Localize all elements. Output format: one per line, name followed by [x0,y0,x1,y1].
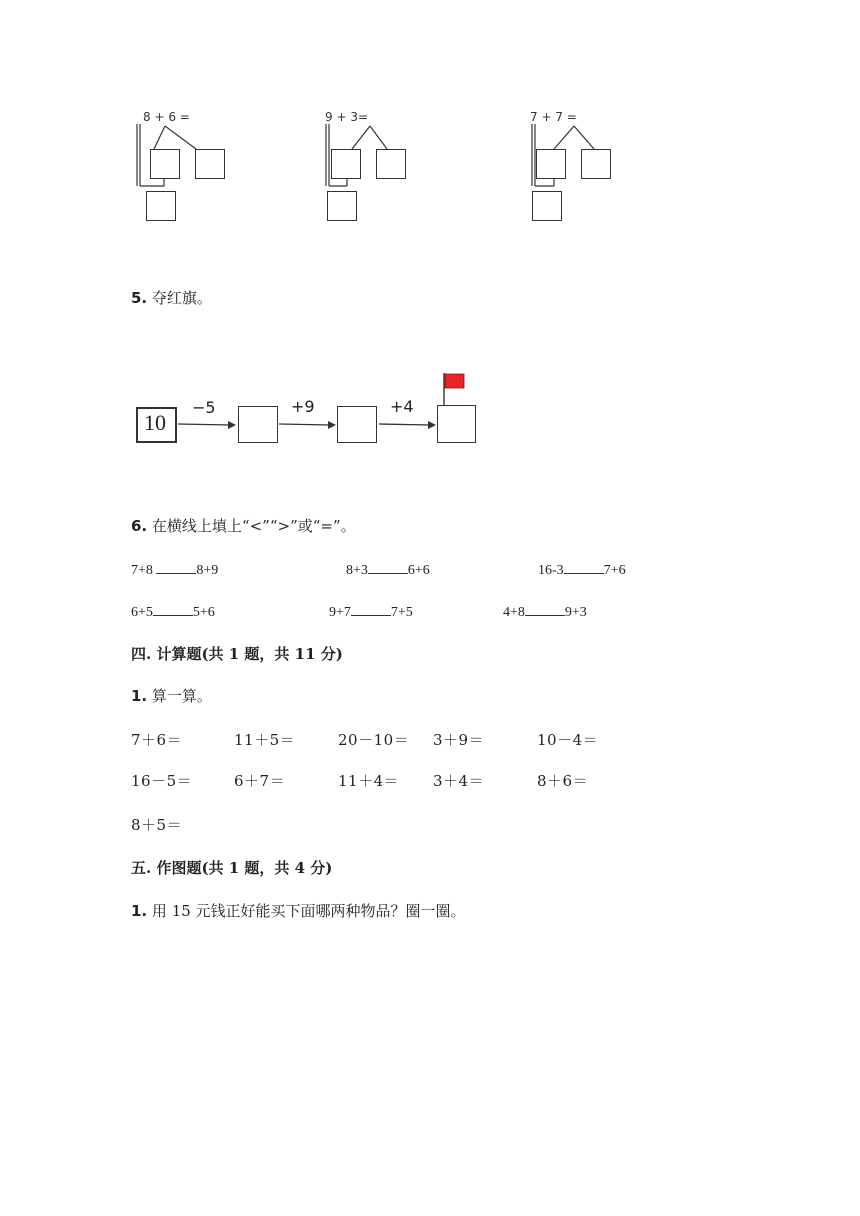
calc-item: 3＋4＝ [433,772,485,790]
decompose-expression: 8 + 6 = [143,110,190,124]
red-flag-icon [438,370,468,408]
start-number: 10 [144,410,166,435]
question-text: 用 15 元钱正好能买下面哪两种物品？圈一圈。 [151,902,466,920]
operation-label: −5 [192,398,216,417]
answer-blank[interactable] [564,559,604,574]
calc-item: 8＋5＝ [131,816,183,834]
question-number: 6. [131,517,148,535]
calc-item: 16－5＝ [131,772,193,790]
question-6 [131,515,356,536]
calc-item: 3＋9＝ [433,731,485,749]
question-number: 5. [131,289,148,307]
calc-item: 8＋6＝ [537,772,589,790]
compare-item: 6+5 5+6 [131,601,215,621]
operation-label: +4 [390,397,414,416]
calc-item: 11＋5＝ [234,731,296,749]
answer-blank[interactable] [368,559,408,574]
question-5-1 [131,900,466,921]
answer-box[interactable] [195,149,225,179]
answer-blank[interactable] [525,601,565,616]
answer-blank[interactable] [351,601,391,616]
calc-item: 7＋6＝ [131,731,183,749]
section-heading-4: 四. 计算题(共 1 题，共 11 分) [131,645,343,663]
answer-box[interactable] [376,149,406,179]
question-text: 夺红旗。 [151,289,212,307]
question-number: 1. [131,687,148,705]
compare-item: 16-3 7+6 [538,559,626,579]
answer-box[interactable] [532,191,562,221]
decompose-expression: 7 + 7 = [530,110,577,124]
answer-blank[interactable] [153,601,193,616]
calc-item: 11＋4＝ [338,772,400,790]
compare-item: 8+3 6+6 [346,559,430,579]
answer-box[interactable] [238,406,278,443]
decompose-expression: 9 + 3= [325,110,369,124]
question-number: 1. [131,902,148,920]
answer-box[interactable] [536,149,566,179]
answer-box[interactable] [337,406,377,443]
calc-item: 20－10＝ [338,731,410,749]
question-text: 在横线上填上“<”“>”或“=”。 [151,517,356,535]
answer-box[interactable] [150,149,180,179]
question-4-1 [131,685,212,706]
question-5 [131,287,212,308]
flag-cloth [445,374,464,388]
chain-arrows [176,415,441,435]
compare-item: 7+8 8+9 [131,559,218,579]
compare-item: 9+7 7+5 [329,601,413,621]
section-heading-5: 五. 作图题(共 1 题，共 4 分) [131,859,333,877]
operation-label: +9 [291,397,315,416]
question-text: 算一算。 [151,687,212,705]
calc-item: 6＋7＝ [234,772,286,790]
answer-box[interactable] [581,149,611,179]
compare-item: 4+8 9+3 [503,601,587,621]
answer-box[interactable] [146,191,176,221]
answer-box[interactable] [331,149,361,179]
answer-box[interactable] [437,405,476,443]
answer-blank[interactable] [156,559,196,574]
answer-box[interactable] [327,191,357,221]
calc-item: 10－4＝ [537,731,599,749]
